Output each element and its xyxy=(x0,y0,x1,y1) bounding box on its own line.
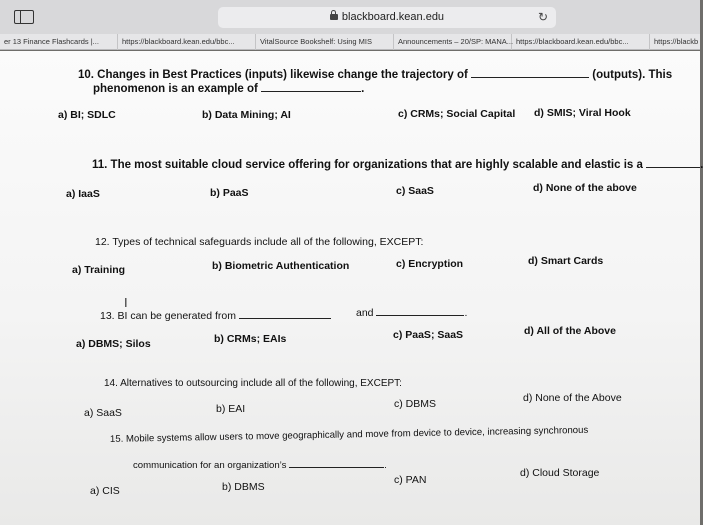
question-12-option-a: a) Training xyxy=(72,264,126,276)
question-11-text-2: . xyxy=(700,159,703,171)
question-15-option-a: a) CIS xyxy=(90,485,120,497)
question-13-blank-1 xyxy=(239,309,331,319)
question-12-option-d: d) Smart Cards xyxy=(528,255,604,267)
question-10-option-b: b) Data Mining; AI xyxy=(202,109,291,121)
question-15-stem-line2 xyxy=(133,458,387,473)
lock-icon xyxy=(330,14,338,20)
quiz-page xyxy=(0,51,703,525)
question-11-text-1: 11. The most suitable cloud service offering for organizations that are highly scalable and elastic is a xyxy=(92,159,643,171)
bookmark-blackboard-1[interactable]: https://blackboard.kean.edu/bbc... xyxy=(118,34,256,50)
question-12-option-c: c) Encryption xyxy=(396,258,464,270)
question-13-text-2: and xyxy=(356,307,374,319)
question-10-option-c: c) CRMs; Social Capital xyxy=(398,108,516,120)
question-15-option-d: d) Cloud Storage xyxy=(520,467,600,479)
question-11-option-a: a) IaaS xyxy=(66,188,100,200)
question-10-text-4: . xyxy=(361,83,365,95)
question-11-stem xyxy=(92,158,703,172)
question-10-text-3: phenomenon is an example of xyxy=(93,83,258,95)
question-10-text-2: (outputs). This xyxy=(592,69,673,81)
bookmark-blackboard-3[interactable]: https://blackb xyxy=(654,37,699,46)
question-13-text-1: 13. BI can be generated from xyxy=(100,310,237,322)
bookmarks-bar xyxy=(0,34,700,50)
question-13-blank-2 xyxy=(376,306,464,316)
question-14-option-c: c) DBMS xyxy=(394,398,436,410)
bookmark-announcements[interactable]: Announcements – 20/SP: MANA... xyxy=(394,34,512,50)
reload-icon[interactable]: ↻ xyxy=(537,10,548,24)
question-10-stem-line2 xyxy=(93,82,364,96)
question-10-text-1: 10. Changes in Best Practices (inputs) likewise change the trajectory of xyxy=(78,69,468,81)
question-15-text-3: . xyxy=(384,460,387,471)
question-11-blank xyxy=(646,158,700,168)
address-bar[interactable] xyxy=(218,7,556,28)
question-13-option-d: d) All of the Above xyxy=(524,325,616,337)
browser-toolbar xyxy=(0,0,700,34)
question-14-option-b: b) EAI xyxy=(216,403,246,415)
question-11-option-b: b) PaaS xyxy=(210,187,249,199)
question-13-option-b: b) CRMs; EAIs xyxy=(214,333,287,345)
question-14-option-a: a) SaaS xyxy=(84,407,122,419)
bookmark-finance-flashcards[interactable]: er 13 Finance Flashcards |... xyxy=(0,34,118,50)
question-11-option-c: c) SaaS xyxy=(396,185,434,197)
question-11-option-d: d) None of the above xyxy=(533,182,637,194)
url-text: blackboard.kean.edu xyxy=(341,11,445,23)
question-12-stem: 12. Types of technical safeguards include all of the following, EXCEPT: xyxy=(95,236,424,248)
question-13-stem xyxy=(100,309,331,323)
question-13-text-3: . xyxy=(464,307,468,319)
question-10-option-a: a) BI; SDLC xyxy=(58,109,116,121)
bookmark-blackboard-2[interactable]: https://blackboard.kean.edu/bbc... xyxy=(512,34,650,50)
question-14-option-d: d) None of the Above xyxy=(523,392,622,404)
question-13-option-a: a) DBMS; Silos xyxy=(76,338,151,350)
question-15-text-2: communication for an organization’s xyxy=(133,460,287,471)
question-13-stem-part2 xyxy=(356,306,467,320)
question-10-option-d: d) SMIS; Viral Hook xyxy=(534,107,631,119)
question-10-blank-1 xyxy=(471,68,589,78)
sidebar-toggle-icon[interactable] xyxy=(14,10,34,24)
question-15-option-c: c) PAN xyxy=(394,474,427,486)
question-10-stem xyxy=(78,68,672,82)
question-14-stem: 14. Alternatives to outsourcing include all of the following, EXCEPT: xyxy=(104,378,402,389)
question-12-option-b: b) Biometric Authentication xyxy=(212,260,350,272)
question-15-stem: 15. Mobile systems allow users to move geographically and move from device to device, increasing synchronous xyxy=(109,424,589,445)
question-15-option-b: b) DBMS xyxy=(222,481,265,493)
question-10-blank-2 xyxy=(261,82,361,92)
text-cursor-icon: I xyxy=(124,295,128,310)
question-15-blank xyxy=(289,458,384,468)
question-13-option-c: c) PaaS; SaaS xyxy=(393,329,464,341)
bookmark-vitalsource[interactable]: VitalSource Bookshelf: Using MIS xyxy=(256,34,394,50)
